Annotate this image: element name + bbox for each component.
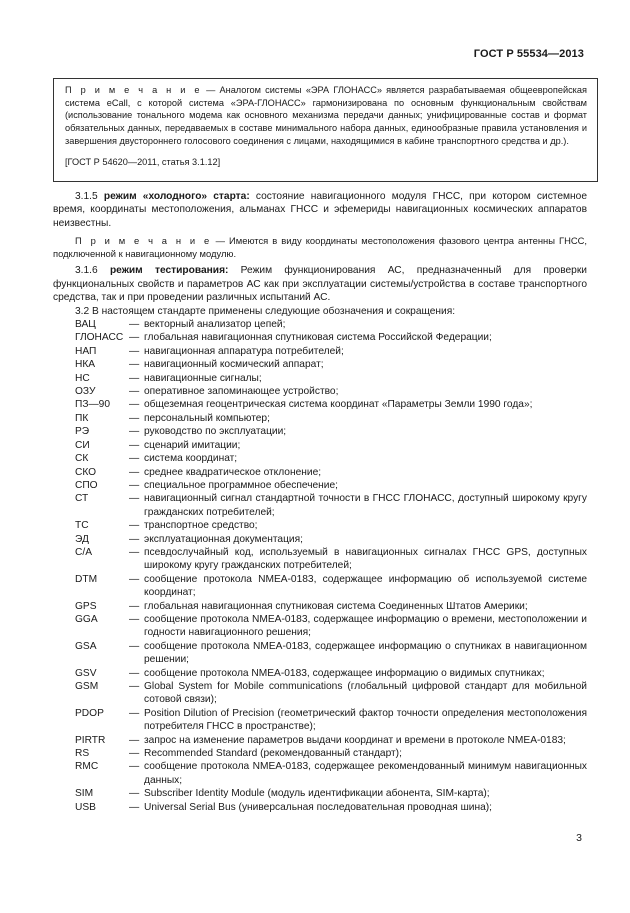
abbreviation-definition: навигационный сигнал стандартной точности в ГНСС ГЛОНАСС, доступный широкому кругу гражданских потребителей; [144, 493, 587, 518]
abbreviation-dash: — [129, 748, 140, 760]
abbreviation-dash: — [129, 734, 140, 746]
abbreviation-list [53, 318, 587, 814]
abbreviation-row [53, 546, 587, 573]
abbreviation-dash: — [129, 426, 140, 438]
abbreviation-row [53, 331, 587, 344]
abbreviation-row [53, 747, 587, 760]
section-3-1-5-number: 3.1.5 [75, 191, 98, 202]
abbreviation-row [53, 533, 587, 546]
abbreviation-row [53, 439, 587, 452]
section-3-1-5-term: режим «холодного» старта: [103, 191, 250, 202]
abbreviation-definition: оперативное запоминающее устройство; [144, 386, 339, 398]
abbreviation-dash: — [129, 573, 140, 585]
abbreviation-term: RS [75, 748, 90, 760]
abbreviation-dash: — [129, 399, 140, 411]
abbreviation-term: GPS [75, 600, 97, 612]
abbreviation-term: СК [75, 453, 89, 465]
abbreviation-dash: — [129, 520, 140, 532]
abbreviation-dash: — [129, 439, 140, 451]
abbreviation-row [53, 412, 587, 425]
abbreviation-term: USB [75, 801, 96, 813]
abbreviation-definition: сценарий имитации; [144, 439, 241, 451]
abbreviation-row [53, 385, 587, 398]
note-3-1-5-text: — Имеются в виду координаты местоположения фазового центра антенны ГНСС, подключенной к навигационному модулю. [53, 235, 587, 259]
abbreviation-definition: Global System for Mobile communications (глобальный цифровой стандарт для мобильной сотовой связи); [144, 681, 587, 706]
abbreviation-row [53, 452, 587, 465]
abbreviation-definition: навигационные сигналы; [144, 372, 262, 384]
abbreviation-dash: — [129, 386, 140, 398]
abbreviation-term: GSV [75, 667, 97, 679]
abbreviation-definition: навигационная аппаратура потребителей; [144, 345, 344, 357]
abbreviation-dash: — [129, 640, 140, 652]
page-number: 3 [576, 832, 582, 844]
abbreviation-row [53, 425, 587, 438]
abbreviation-dash: — [129, 479, 140, 491]
abbreviation-definition: эксплуатационная документация; [144, 533, 303, 545]
abbreviation-definition: персональный компьютер; [144, 412, 270, 424]
abbreviation-row [53, 640, 587, 667]
abbreviation-definition: сообщение протокола NMEA-0183, содержащее информацию о видимых спутниках; [144, 667, 545, 679]
abbreviation-term: СКО [75, 466, 97, 478]
abbreviation-dash: — [129, 332, 140, 344]
abbreviation-definition: сообщение протокола NMEA-0183, содержащее рекомендованный минимум навигационных данных; [144, 761, 587, 786]
note-3-1-5-label: П р и м е ч а н и е [75, 235, 212, 247]
abbreviation-definition: векторный анализатор цепей; [144, 319, 286, 331]
abbreviation-row [53, 479, 587, 492]
abbreviation-dash: — [129, 681, 140, 692]
abbreviation-dash: — [129, 372, 140, 384]
abbreviation-term: ЭД [75, 533, 89, 545]
abbreviation-term: DTM [75, 573, 98, 585]
section-3-1-5-definition: состояние навигационного модуля ГНСС, при котором системное время, координаты местоположения, альманах ГНСС и эфемериды навигационных космических аппаратов неизвестны. [53, 191, 587, 229]
abbreviation-row [53, 492, 587, 519]
abbreviation-row [53, 398, 587, 411]
abbreviation-term: PDOP [75, 707, 104, 719]
abbreviation-dash: — [129, 319, 140, 331]
abbreviation-term: СПО [75, 479, 98, 491]
abbreviation-definition: навигационный космический аппарат; [144, 359, 324, 371]
abbreviation-term: ВАЦ [75, 319, 96, 331]
section-3-1-6-definition: Режим функционирования АС, предназначенный для проверки функциональных свойств и параметров АС как при эксплуатации системы/устройства в составе транспортного средства, так и при проведении различных испытаний АС. [53, 265, 587, 304]
abbreviation-row [53, 573, 587, 600]
document-body [53, 190, 587, 814]
abbreviation-row [53, 734, 587, 747]
abbreviation-term: C/A [75, 546, 92, 558]
abbreviation-definition: система координат; [144, 453, 238, 465]
abbreviation-dash: — [129, 412, 140, 424]
abbreviation-definition: псевдослучайный код, используемый в навигационных сигналах ГНСС GPS, доступных широкому кругу гражданских потребителей; [144, 546, 587, 572]
abbreviation-term: ТС [75, 520, 89, 532]
abbreviation-row [53, 787, 587, 800]
section-3-2-intro: 3.2 В настоящем стандарте применены следующие обозначения и сокращения: [75, 305, 456, 317]
abbreviation-term: ГЛОНАСС [75, 332, 124, 344]
abbreviation-definition: сообщение протокола NMEA-0183, содержащее информацию о времени, местоположении и годности навигационного решения; [144, 613, 587, 639]
abbreviation-term: GGA [75, 613, 98, 625]
abbreviation-definition: общеземная геоцентрическая система координат «Параметры Земли 1990 года»; [144, 399, 533, 411]
abbreviation-definition: глобальная навигационная спутниковая система Российской Федерации; [144, 332, 492, 344]
abbreviation-term: РЭ [75, 426, 90, 438]
note-3-1-5 [53, 235, 587, 260]
abbreviation-row [53, 667, 587, 680]
abbreviation-row [53, 318, 587, 331]
abbreviation-row [53, 358, 587, 371]
abbreviation-dash: — [129, 801, 140, 813]
abbreviation-row [53, 680, 587, 707]
abbreviation-definition: руководство по эксплуатации; [144, 426, 287, 438]
document-header-code: ГОСТ Р 55534—2013 [473, 48, 584, 60]
abbreviation-row [53, 801, 587, 814]
abbreviation-definition: транспортное средство; [144, 520, 258, 532]
note-box-label: П р и м е ч а н и е [65, 85, 202, 95]
abbreviation-dash: — [129, 707, 140, 719]
abbreviation-row [53, 372, 587, 385]
abbreviation-definition: среднее квадратическое отклонение; [144, 466, 322, 478]
abbreviation-definition: сообщение протокола NMEA-0183, содержащее информацию об используемой системе координат; [144, 573, 587, 599]
abbreviation-dash: — [129, 788, 140, 800]
note-box-text [65, 84, 587, 148]
abbreviation-dash: — [129, 667, 140, 679]
section-3-1-6-term: режим тестирования: [109, 265, 229, 277]
abbreviation-row [53, 760, 587, 787]
note-box [53, 78, 598, 182]
abbreviation-row [53, 613, 587, 640]
abbreviation-definition: Position Dilution of Precision (геометрический фактор точности определения местоположения потребителя ГНСС в пространстве); [144, 707, 587, 733]
abbreviation-row [53, 345, 587, 358]
abbreviation-row [53, 519, 587, 532]
abbreviation-dash: — [129, 493, 140, 505]
abbreviation-dash: — [129, 453, 140, 465]
abbreviation-dash: — [129, 466, 140, 478]
abbreviation-definition: Subscriber Identity Module (модуль идентификации абонента, SIM-карта); [144, 788, 490, 800]
abbreviation-term: ОЗУ [75, 386, 96, 398]
abbreviation-dash: — [129, 359, 140, 371]
abbreviation-term: SIM [75, 788, 94, 800]
abbreviation-definition: Recommended Standard (рекомендованный стандарт); [144, 748, 402, 760]
abbreviation-dash: — [129, 546, 140, 558]
abbreviation-term: GSM [75, 681, 99, 692]
abbreviation-dash: — [129, 600, 140, 612]
abbreviation-term: ПЗ—90 [75, 399, 110, 411]
abbreviation-term: НКА [75, 359, 96, 371]
abbreviation-row [53, 707, 587, 734]
abbreviation-term: ПК [75, 412, 89, 424]
abbreviation-definition: глобальная навигационная спутниковая система Соединенных Штатов Америки; [144, 600, 528, 612]
section-3-1-6 [53, 264, 587, 304]
abbreviation-dash: — [129, 345, 140, 357]
abbreviation-term: СИ [75, 439, 90, 451]
abbreviation-term: НАП [75, 345, 97, 357]
abbreviation-dash: — [129, 533, 140, 545]
abbreviation-term: RMC [75, 761, 99, 773]
abbreviation-row [53, 466, 587, 479]
abbreviation-term: GSA [75, 640, 97, 652]
abbreviation-definition: запрос на изменение параметров выдачи координат и времени в протоколе NMEA-0183; [144, 734, 566, 746]
note-box-body: — Аналогом системы «ЭРА ГЛОНАСС» является разрабатываемая общеевропейская система eCall, с которой система «ЭРА-ГЛОНАСС» гармонизирована по основным функциональным свойствам (использование тонального модема как основного механизма передачи данных; унифицированные состав и формат обязательных данных, передаваемых в составе минимального набора данных, единообразные правила установления и завершения двустороннего голосового соединения с лицами, находящимися в кабине транспортного средства и др.). [65, 85, 587, 146]
abbreviation-definition: сообщение протокола NMEA-0183, содержащее информацию о спутниках в навигационном решении; [144, 640, 587, 666]
note-box-reference: [ГОСТ Р 54620—2011, статья 3.1.12] [65, 156, 221, 167]
abbreviation-row [53, 600, 587, 613]
abbreviation-term: PIRTR [75, 734, 106, 746]
abbreviation-term: НС [75, 372, 90, 384]
abbreviation-dash: — [129, 613, 140, 625]
section-3-1-5 [53, 190, 587, 230]
abbreviation-term: СТ [75, 493, 89, 505]
section-3-1-6-number: 3.1.6 [75, 265, 98, 277]
abbreviation-dash: — [129, 761, 140, 773]
abbreviation-definition: Universal Serial Bus (универсальная последовательная проводная шина); [144, 801, 492, 813]
abbreviation-definition: специальное программное обеспечение; [144, 479, 338, 491]
